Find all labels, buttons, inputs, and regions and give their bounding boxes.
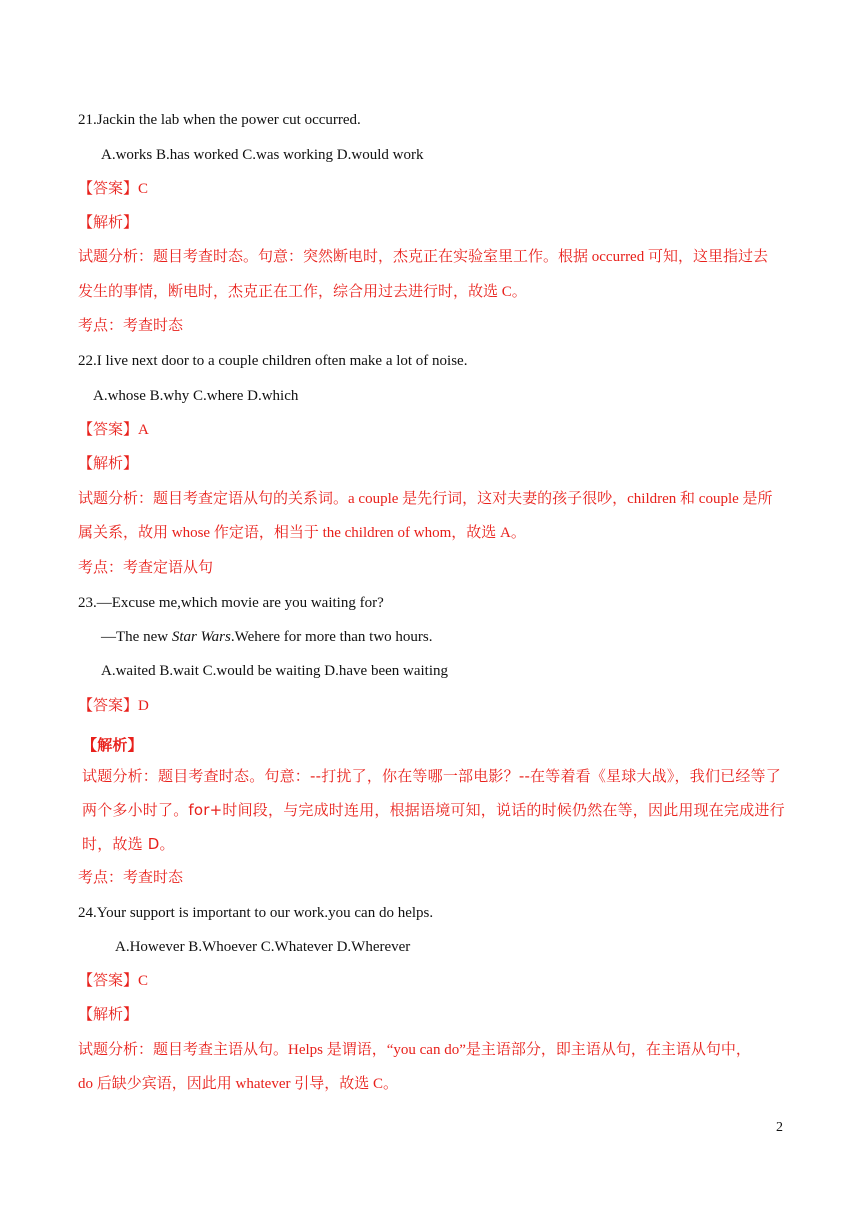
- q23-answer: 【答案】D: [78, 698, 149, 714]
- page-number: 2: [776, 1120, 783, 1135]
- q21-analysis-line-2: 发生的事情，断电时，杰克正在工作，综合用过去进行时，故选 C。: [78, 284, 527, 300]
- q22-options: A.whose B.why C.where D.which: [93, 388, 299, 404]
- q21-analysis-label: 【解析】: [78, 215, 139, 231]
- q22-analysis-label: 【解析】: [78, 456, 139, 472]
- q21-stem: 21.Jackin the lab when the power cut occurred.: [78, 112, 361, 128]
- q22-answer: 【答案】A: [78, 422, 149, 438]
- q24-stem: 24.Your support is important to our work.you can do helps.: [78, 905, 434, 921]
- q23-stem: 23.—Excuse me,which movie are you waiting for?: [78, 595, 384, 611]
- q23-point: 考点：考查时态: [78, 870, 184, 886]
- q21-analysis-line-1: 试题分析：题目考查时态。句意：突然断电时，杰克正在实验室里工作。根据 occurred 可知，这里指过去: [78, 249, 768, 265]
- q24-options: A.However B.Whoever C.Whatever D.Wherever: [115, 939, 411, 955]
- q23-analysis-label: 【解析】: [82, 736, 143, 754]
- q23-analysis-line-1: 试题分析：题目考查时态。句意：--打扰了，你在等哪一部电影？--在等着看《星球大战》，我们已经等了: [82, 767, 781, 785]
- q23-analysis-line-3: 时，故选 D。: [82, 835, 175, 853]
- q24-analysis-label: 【解析】: [78, 1007, 139, 1023]
- q23-movie-title: Star Wars: [171, 629, 231, 645]
- q22-stem: 22.I live next door to a couple children often make a lot of noise.: [78, 353, 468, 369]
- q21-point: 考点：考查时态: [78, 318, 184, 334]
- q24-answer: 【答案】C: [78, 973, 149, 989]
- q24-analysis-line-2: do 后缺少宾语，因此用 whatever 引导，故选 C。: [78, 1076, 398, 1092]
- q23-analysis-line-2: 两个多小时了。for+时间段，与完成时连用，根据语境可知，说话的时候仍然在等，因此用现在完成进行: [82, 801, 785, 819]
- q23-reply-prefix: —The new: [101, 629, 172, 645]
- q23-reply-suffix: .Wehere for more than two hours.: [230, 629, 433, 645]
- q22-analysis-line-2: 属关系，故用 whose 作定语，相当于 the children of whom，故选 A。: [78, 525, 526, 541]
- q21-options: A.works B.has worked C.was working D.would work: [101, 147, 424, 163]
- q23-reply: [101, 627, 433, 647]
- q22-point: 考点：考查定语从句: [78, 560, 214, 576]
- q21-answer: 【答案】C: [78, 181, 149, 197]
- q22-analysis-line-1: 试题分析：题目考查定语从句的关系词。a couple 是先行词，这对夫妻的孩子很吵，children 和 couple 是所: [78, 491, 773, 507]
- q23-options: A.waited B.wait C.would be waiting D.have been waiting: [101, 663, 449, 679]
- q24-analysis-line-1: 试题分析：题目考查主语从句。Helps 是谓语，“you can do”是主语部分，即主语从句，在主语从句中，: [78, 1042, 751, 1058]
